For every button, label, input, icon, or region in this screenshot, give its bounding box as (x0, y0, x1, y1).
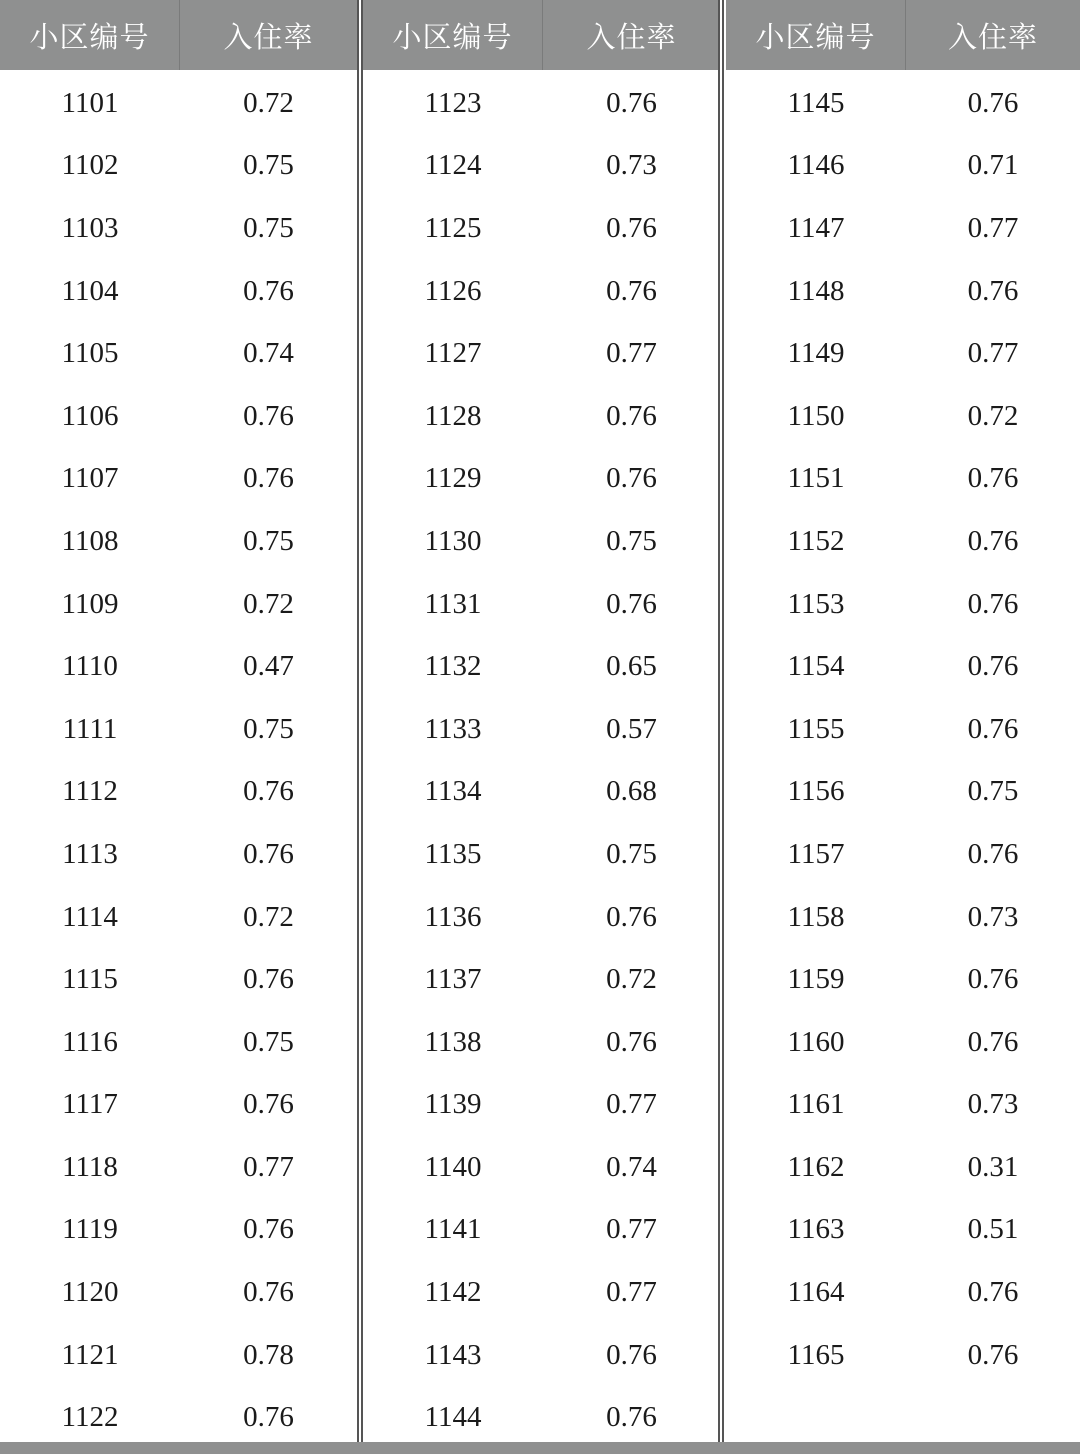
table-row (0, 573, 357, 636)
table-row (363, 948, 720, 1011)
community-id-cell: 1105 (61, 337, 119, 370)
table-header (363, 0, 720, 70)
table-row (363, 1136, 720, 1199)
occupancy-rate-cell: 0.75 (243, 1025, 294, 1058)
table-row (0, 510, 357, 573)
table-row (0, 135, 357, 198)
occupancy-rate-cell: 0.76 (243, 1213, 294, 1246)
header-occupancy-rate: 入住率 (586, 19, 677, 54)
table-row (726, 1261, 1080, 1324)
community-id-cell: 1165 (787, 1338, 845, 1371)
community-id-cell: 1141 (424, 1213, 482, 1246)
community-id-cell: 1156 (787, 775, 845, 808)
occupancy-rate-cell: 0.57 (606, 712, 657, 745)
community-id-cell: 1114 (62, 900, 118, 933)
community-id-cell: 1162 (787, 1150, 845, 1183)
table-row (363, 448, 720, 511)
community-id-cell: 1120 (61, 1276, 119, 1309)
occupancy-rate-cell: 0.76 (243, 775, 294, 808)
table-row (363, 1386, 720, 1449)
occupancy-rate-cell: 0.77 (606, 1276, 657, 1309)
table-row (363, 1011, 720, 1074)
community-id-cell: 1139 (424, 1088, 482, 1121)
community-id-cell: 1115 (62, 963, 118, 996)
community-id-cell: 1112 (62, 775, 118, 808)
community-id-cell: 1160 (787, 1025, 845, 1058)
occupancy-rate-cell: 0.74 (243, 337, 294, 370)
table-row (0, 260, 357, 323)
community-id-cell: 1110 (62, 650, 118, 683)
community-id-cell: 1108 (61, 524, 119, 557)
table-row (726, 260, 1080, 323)
table-row (363, 1074, 720, 1137)
occupancy-rate-cell: 0.76 (606, 1401, 657, 1434)
occupancy-rate-cell: 0.71 (967, 149, 1019, 182)
community-id-cell: 1138 (424, 1025, 482, 1058)
occupancy-rate-cell: 0.72 (243, 587, 294, 620)
community-id-cell: 1130 (424, 524, 482, 557)
table-row (726, 886, 1080, 949)
community-id-cell: 1132 (424, 650, 482, 683)
table-row (0, 448, 357, 511)
header-occupancy-rate: 入住率 (223, 19, 314, 54)
occupancy-rate-cell: 0.72 (606, 963, 657, 996)
community-id-cell: 1151 (787, 462, 845, 495)
community-id-cell: 1111 (62, 712, 118, 745)
table-row (363, 761, 720, 824)
table-bottom-rule (0, 1442, 1080, 1454)
community-id-cell: 1113 (62, 837, 118, 870)
table-header (0, 0, 357, 70)
occupancy-rate-cell: 0.76 (243, 837, 294, 870)
community-id-cell: 1140 (424, 1150, 482, 1183)
occupancy-rate-cell: 0.76 (967, 1276, 1019, 1309)
occupancy-rate-cell: 0.76 (967, 650, 1019, 683)
occupancy-rate-cell: 0.77 (243, 1150, 294, 1183)
table-row (0, 761, 357, 824)
table-row (726, 385, 1080, 448)
community-id-cell: 1154 (787, 650, 845, 683)
community-id-cell: 1119 (62, 1213, 118, 1246)
occupancy-rate-cell: 0.76 (606, 900, 657, 933)
occupancy-rate-cell: 0.77 (606, 337, 657, 370)
table-row (363, 72, 720, 135)
occupancy-rate-cell: 0.76 (243, 1088, 294, 1121)
table-row (726, 135, 1080, 198)
table-row (363, 322, 720, 385)
occupancy-rate-cell: 0.76 (243, 1401, 294, 1434)
table-row (0, 886, 357, 949)
occupancy-rate-cell: 0.51 (967, 1213, 1019, 1246)
table-row (0, 322, 357, 385)
occupancy-rate-cell: 0.75 (243, 712, 294, 745)
community-id-cell: 1144 (424, 1401, 482, 1434)
community-id-cell: 1137 (424, 963, 482, 996)
occupancy-rate-cell: 0.76 (967, 837, 1019, 870)
community-id-cell: 1117 (62, 1088, 118, 1121)
community-id-cell: 1158 (787, 900, 845, 933)
community-id-cell: 1103 (61, 211, 119, 244)
table-row (0, 385, 357, 448)
community-id-cell: 1150 (787, 399, 845, 432)
community-id-cell: 1155 (787, 712, 845, 745)
table-row (0, 823, 357, 886)
community-id-cell: 1136 (424, 900, 482, 933)
table-row (0, 1261, 357, 1324)
table-row (0, 1386, 357, 1449)
table-row (726, 823, 1080, 886)
community-id-cell: 1126 (424, 274, 482, 307)
community-id-cell: 1123 (424, 86, 482, 119)
community-id-cell: 1107 (61, 462, 119, 495)
column-group-divider (357, 0, 359, 1442)
occupancy-rate-cell: 0.76 (967, 1338, 1019, 1371)
community-id-cell: 1128 (424, 399, 482, 432)
occupancy-rate-cell: 0.76 (243, 399, 294, 432)
table-body (726, 70, 1080, 1386)
table-body (0, 70, 357, 1449)
community-id-cell: 1149 (787, 337, 845, 370)
table-row (726, 448, 1080, 511)
header-occupancy-rate: 入住率 (947, 19, 1038, 54)
header-community-id: 小区编号 (0, 0, 180, 70)
occupancy-rate-cell: 0.77 (606, 1088, 657, 1121)
occupancy-rate-cell: 0.76 (967, 587, 1019, 620)
table-row (0, 1199, 357, 1262)
community-id-cell: 1142 (424, 1276, 482, 1309)
table-row (0, 635, 357, 698)
community-id-cell: 1118 (62, 1150, 118, 1183)
table-group-3 (726, 0, 1080, 1454)
occupancy-rate-cell: 0.76 (967, 462, 1019, 495)
table-row (726, 698, 1080, 761)
table-row (363, 1324, 720, 1387)
occupancy-rate-cell: 0.76 (606, 1025, 657, 1058)
table-row (363, 698, 720, 761)
community-id-cell: 1134 (424, 775, 482, 808)
occupancy-rate-cell: 0.73 (967, 900, 1019, 933)
table-row (0, 698, 357, 761)
community-id-cell: 1116 (62, 1025, 118, 1058)
occupancy-rate-cell: 0.72 (967, 399, 1019, 432)
table-group-2 (363, 0, 720, 1454)
occupancy-rate-cell: 0.73 (606, 149, 657, 182)
table-row (363, 573, 720, 636)
occupancy-rate-cell: 0.76 (606, 1338, 657, 1371)
table-row (726, 948, 1080, 1011)
occupancy-rate-cell: 0.75 (243, 524, 294, 557)
community-id-cell: 1106 (61, 399, 119, 432)
community-id-cell: 1146 (787, 149, 845, 182)
table-row (0, 1074, 357, 1137)
table-row (726, 1136, 1080, 1199)
community-id-cell: 1161 (787, 1088, 845, 1121)
occupancy-rate-cell: 0.75 (243, 211, 294, 244)
community-id-cell: 1163 (787, 1213, 845, 1246)
table-row (726, 761, 1080, 824)
community-id-cell: 1135 (424, 837, 482, 870)
table-row (363, 385, 720, 448)
occupancy-rate-cell: 0.76 (967, 712, 1019, 745)
table-row (726, 72, 1080, 135)
column-group-divider (361, 0, 363, 1442)
table-row (363, 260, 720, 323)
occupancy-rate-cell: 0.75 (606, 524, 657, 557)
table-row (726, 1324, 1080, 1387)
table-row (726, 1074, 1080, 1137)
occupancy-rate-cell: 0.76 (243, 274, 294, 307)
community-id-cell: 1164 (787, 1276, 845, 1309)
community-id-cell: 1124 (424, 149, 482, 182)
community-id-cell: 1102 (61, 149, 119, 182)
occupancy-rate-cell: 0.68 (606, 775, 657, 808)
table-row (726, 197, 1080, 260)
community-id-cell: 1148 (787, 274, 845, 307)
occupancy-rate-cell: 0.76 (967, 274, 1019, 307)
occupancy-rate-cell: 0.78 (243, 1338, 294, 1371)
table-row (726, 510, 1080, 573)
occupancy-rate-cell: 0.65 (606, 650, 657, 683)
occupancy-rate-cell: 0.72 (243, 86, 294, 119)
community-id-cell: 1153 (787, 587, 845, 620)
community-id-cell: 1131 (424, 587, 482, 620)
occupancy-rate-cell: 0.75 (967, 775, 1019, 808)
occupancy-rate-cell: 0.76 (967, 524, 1019, 557)
occupancy-rate-cell: 0.76 (606, 587, 657, 620)
table-row (0, 197, 357, 260)
table-row (726, 573, 1080, 636)
occupancy-rate-cell: 0.76 (606, 462, 657, 495)
table-row (363, 1199, 720, 1262)
table-row (726, 322, 1080, 385)
table-header (726, 0, 1080, 70)
community-id-cell: 1109 (61, 587, 119, 620)
community-id-cell: 1129 (424, 462, 482, 495)
table-row (0, 1324, 357, 1387)
community-id-cell: 1159 (787, 963, 845, 996)
table-row (363, 635, 720, 698)
table-body (363, 70, 720, 1449)
community-id-cell: 1101 (61, 86, 119, 119)
table-row (726, 1199, 1080, 1262)
occupancy-rate-cell: 0.72 (243, 900, 294, 933)
occupancy-rate-cell: 0.77 (967, 211, 1019, 244)
occupancy-rate-cell: 0.31 (967, 1150, 1019, 1183)
table-group-1 (0, 0, 357, 1454)
occupancy-rate-cell: 0.76 (243, 462, 294, 495)
table-row (363, 510, 720, 573)
occupancy-rate-cell: 0.76 (967, 963, 1019, 996)
community-id-cell: 1133 (424, 712, 482, 745)
occupancy-rate-cell: 0.76 (606, 399, 657, 432)
occupancy-rate-cell: 0.76 (243, 1276, 294, 1309)
occupancy-rate-cell: 0.76 (606, 86, 657, 119)
occupancy-rate-cell: 0.77 (606, 1213, 657, 1246)
community-id-cell: 1147 (787, 211, 845, 244)
community-id-cell: 1157 (787, 837, 845, 870)
occupancy-rate-cell: 0.77 (967, 337, 1019, 370)
table-row (363, 823, 720, 886)
table-row (0, 1011, 357, 1074)
community-id-cell: 1125 (424, 211, 482, 244)
occupancy-rate-cell: 0.74 (606, 1150, 657, 1183)
column-group-divider (722, 0, 724, 1442)
header-community-id: 小区编号 (726, 0, 906, 70)
table-row (0, 948, 357, 1011)
table-row (363, 886, 720, 949)
community-id-cell: 1104 (61, 274, 119, 307)
occupancy-rate-cell: 0.76 (967, 86, 1019, 119)
occupancy-rate-cell: 0.75 (243, 149, 294, 182)
occupancy-rate-cell: 0.75 (606, 837, 657, 870)
table-row (363, 197, 720, 260)
occupancy-rate-cell: 0.47 (243, 650, 294, 683)
community-id-cell: 1145 (787, 86, 845, 119)
occupancy-rate-cell: 0.76 (606, 211, 657, 244)
community-id-cell: 1121 (61, 1338, 119, 1371)
occupancy-rate-cell: 0.76 (243, 963, 294, 996)
community-id-cell: 1143 (424, 1338, 482, 1371)
occupancy-rate-cell: 0.76 (967, 1025, 1019, 1058)
table-row (363, 135, 720, 198)
header-community-id: 小区编号 (363, 0, 543, 70)
occupancy-rate-cell: 0.76 (606, 274, 657, 307)
community-id-cell: 1152 (787, 524, 845, 557)
community-id-cell: 1127 (424, 337, 482, 370)
table-row (0, 1136, 357, 1199)
table-row (726, 1011, 1080, 1074)
table-row (363, 1261, 720, 1324)
table-row (726, 635, 1080, 698)
community-id-cell: 1122 (61, 1401, 119, 1434)
table-row (0, 72, 357, 135)
occupancy-rate-cell: 0.73 (967, 1088, 1019, 1121)
column-group-divider (718, 0, 720, 1442)
